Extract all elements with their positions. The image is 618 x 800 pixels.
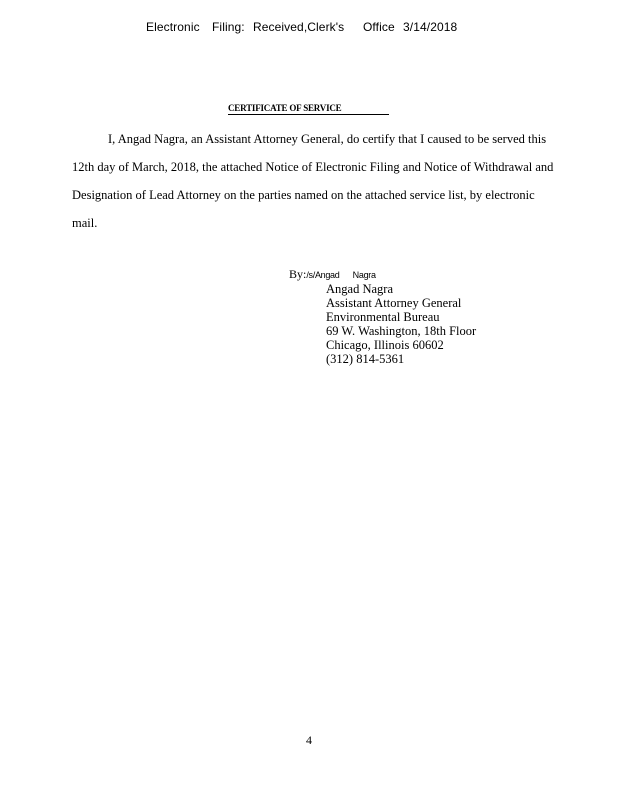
body-line-3: Designation of Lead Attorney on the parties named on the attached service list, by electronic: [72, 188, 535, 202]
stamp-word-received: Received,Clerk's: [253, 20, 345, 34]
signer-phone: (312) 814-5361: [326, 352, 405, 366]
by-label: By:: [289, 267, 307, 281]
signer-role: Assistant Attorney General: [326, 296, 462, 310]
page-title: CERTIFICATE OF SERVICE: [228, 103, 389, 115]
stamp-word-office: Office: [363, 20, 395, 34]
signer-city: Chicago, Illinois 60602: [326, 338, 444, 352]
certificate-body: [72, 125, 592, 237]
body-line-1: I, Angad Nagra, an Assistant Attorney General, do certify that I caused to be served this: [108, 132, 547, 146]
signature-block: [326, 282, 476, 366]
body-line-4: mail.: [72, 216, 98, 230]
stamp-word-filing: Filing:: [212, 20, 245, 34]
page-number: 4: [306, 733, 312, 747]
body-line-2: 12th day of March, 2018, the attached Notice of Electronic Filing and Notice of Withdrawal and: [72, 160, 554, 174]
signer-name: Angad Nagra: [326, 282, 393, 296]
electronic-signature: /s/Angad Nagra: [306, 270, 376, 280]
stamp-word-electronic: Electronic: [146, 20, 200, 34]
signature-line: [289, 267, 376, 282]
signer-bureau: Environmental Bureau: [326, 310, 440, 324]
signer-address: 69 W. Washington, 18th Floor: [326, 324, 477, 338]
stamp-date: 3/14/2018: [403, 20, 458, 34]
